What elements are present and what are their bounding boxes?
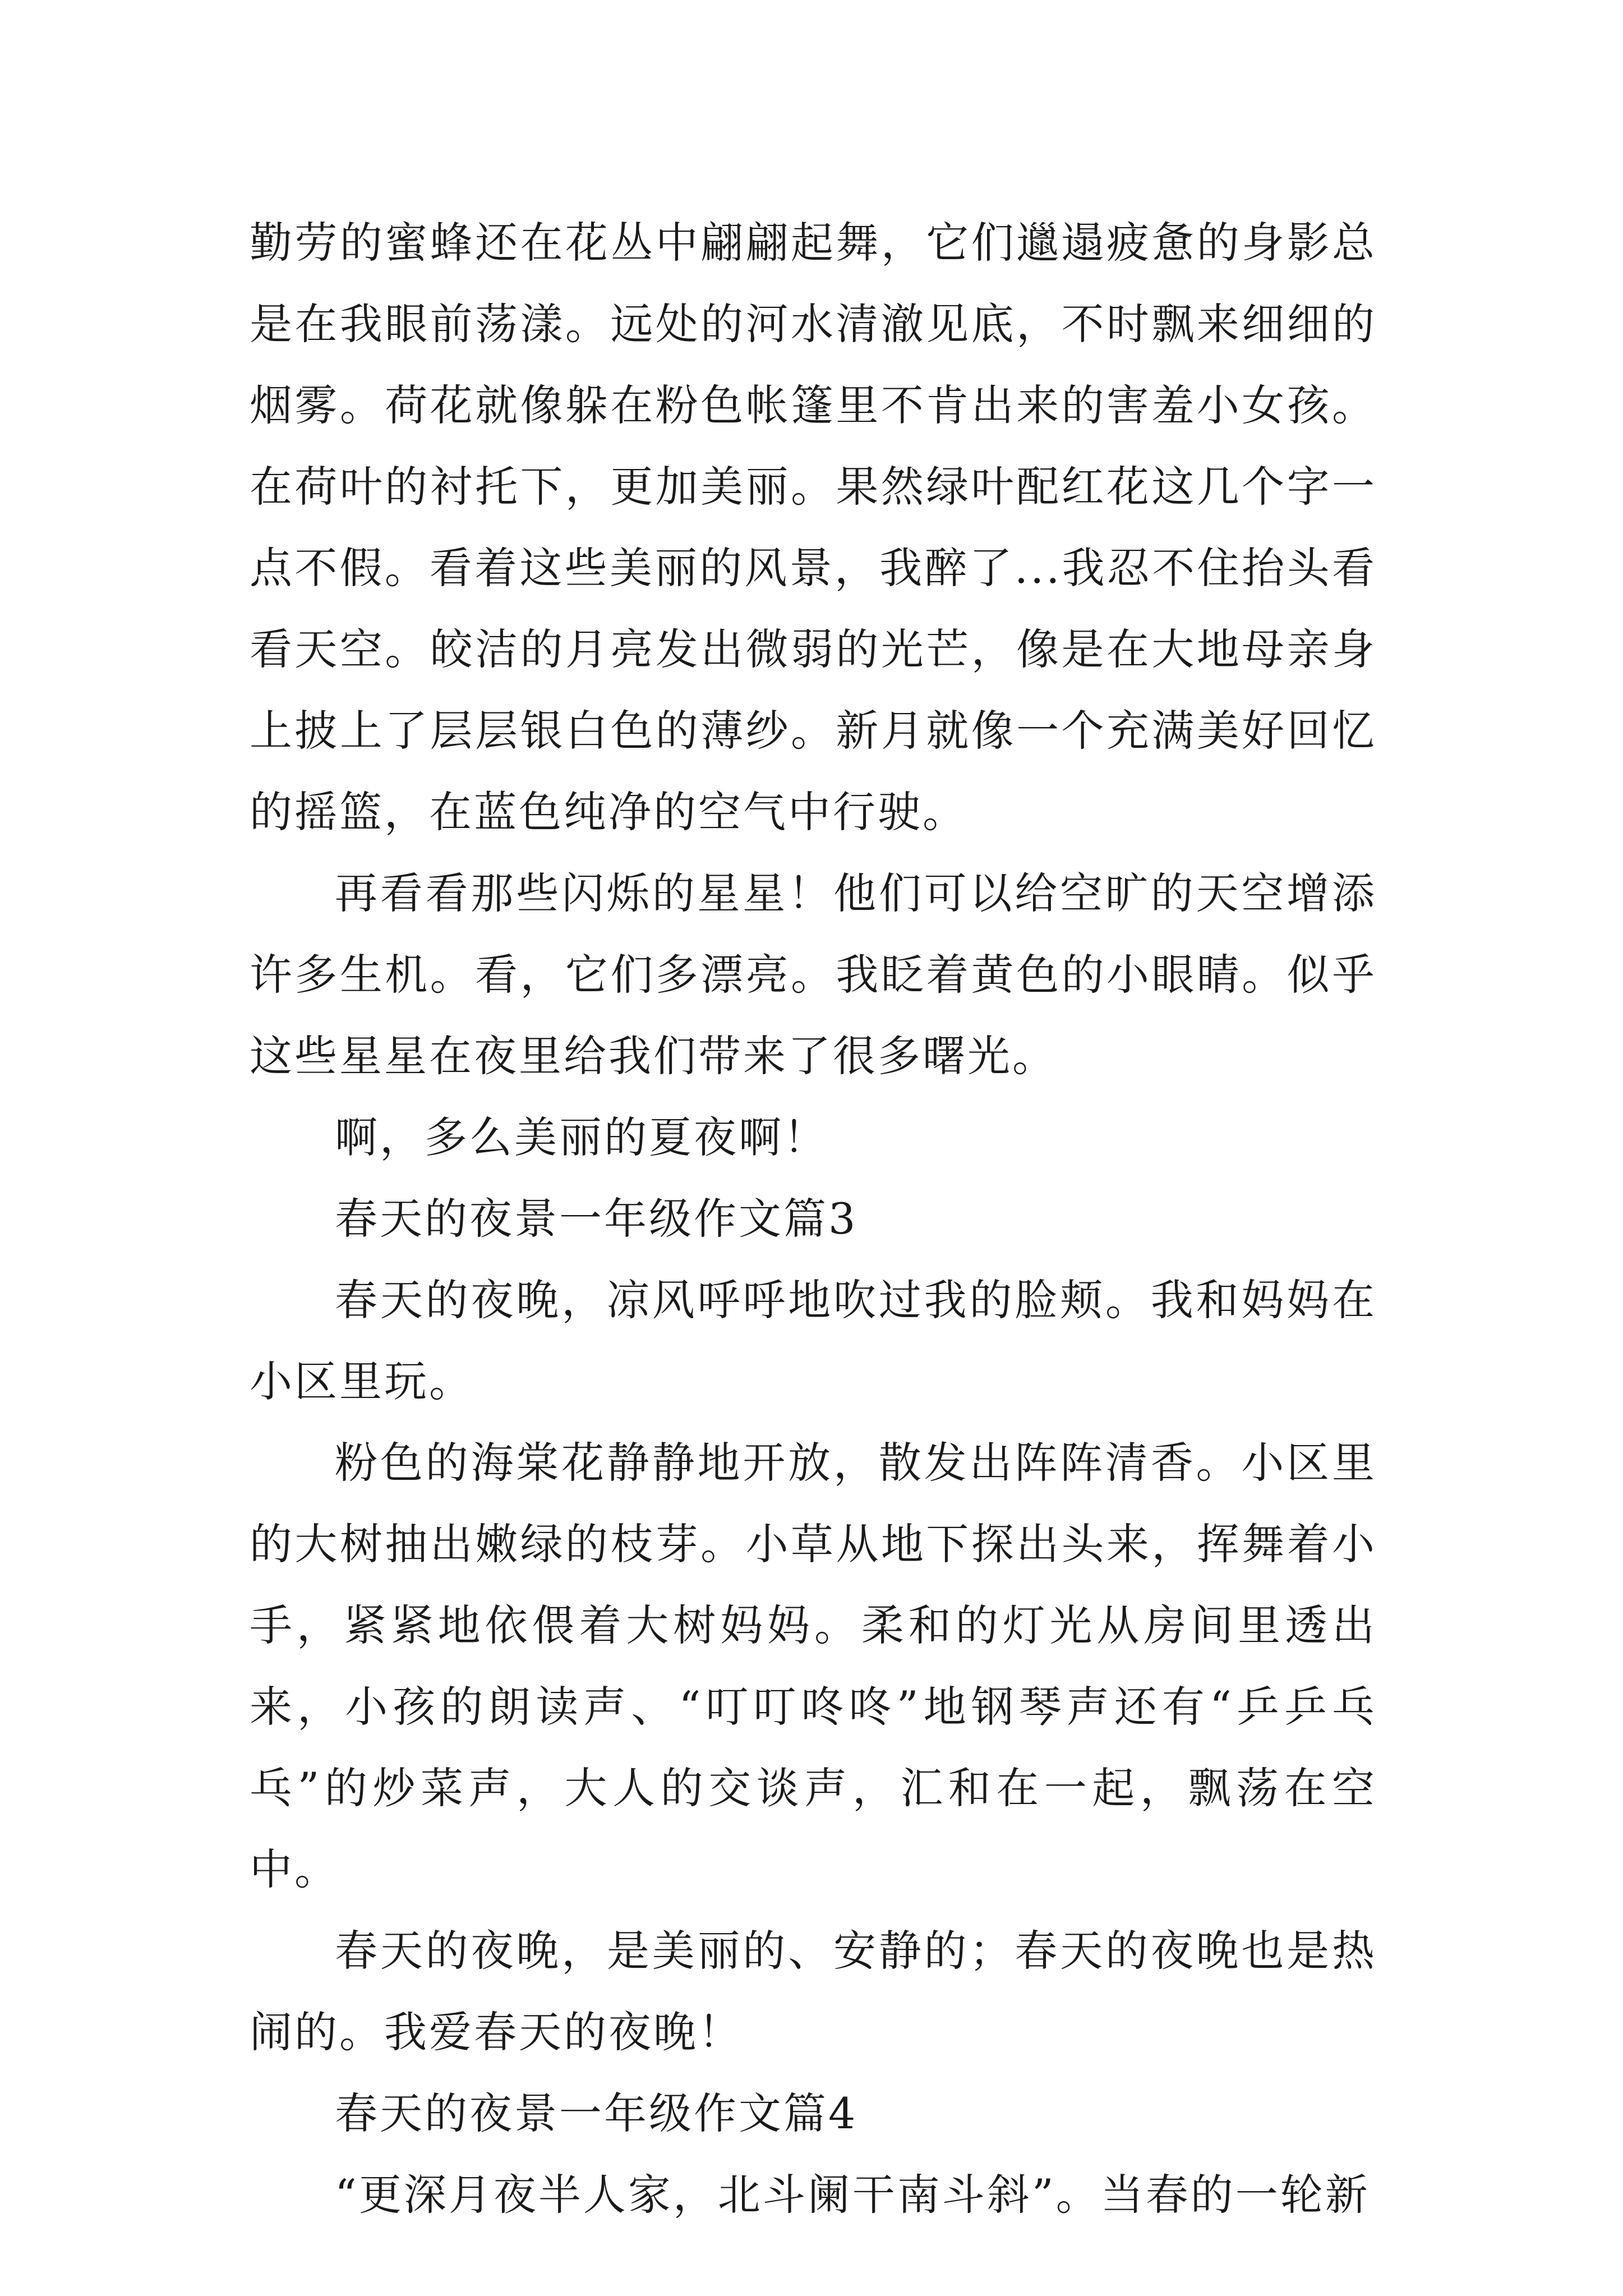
document-body [250, 202, 1377, 2235]
section-heading: 春天的夜景一年级作文篇4 [335, 2088, 858, 2138]
paragraph: 粉色的海棠花静静地开放，散发出阵阵清香。小区里的大树抽出嫩绿的枝芽。小草从地下探出头来，挥舞着小手，紧紧地依偎着大树妈妈。柔和的灯光从房间里透出来，小孩的朗读声、“叮叮咚咚”地钢琴声还有“乒乒乓乓”的炒菜声，大人的交谈声，汇和在一起，飘荡在空中。 [250, 1438, 1377, 1894]
paragraph: “更深月夜半人家，北斗阑干南斗斜”。当春的一轮新 [335, 2170, 1370, 2220]
paragraph: 春天的夜晚，是美丽的、安静的；春天的夜晚也是热闹的。我爱春天的夜晚！ [250, 1926, 1377, 2057]
paragraph: 啊，多么美丽的夏夜啊！ [335, 1112, 828, 1162]
section-heading: 春天的夜景一年级作文篇3 [335, 1194, 858, 1244]
paragraph: 春天的夜晚，凉风呼呼地吹过我的脸颊。我和妈妈在小区里玩。 [250, 1275, 1377, 1406]
paragraph: 勤劳的蜜蜂还在花丛中翩翩起舞，它们邋遢疲惫的身影总是在我眼前荡漾。远处的河水清澈见底，不时飘来细细的烟雾。荷花就像躲在粉色帐篷里不肯出来的害羞小女孩。在荷叶的衬托下，更加美丽。果然绿叶配红花这几个字一点不假。看着这些美丽的风景，我醉了...我忍不住抬头看看天空。皎洁的月亮发出微弱的光芒，像是在大地母亲身上披上了层层银白色的薄纱。新月就像一个充满美好回忆的摇篮，在蓝色纯净的空气中行驶。 [250, 218, 1377, 837]
paragraph: 再看看那些闪烁的星星！他们可以给空旷的天空增添许多生机。看，它们多漂亮。我眨着黄色的小眼睛。似乎这些星星在夜里给我们带来了很多曙光。 [250, 868, 1377, 1081]
